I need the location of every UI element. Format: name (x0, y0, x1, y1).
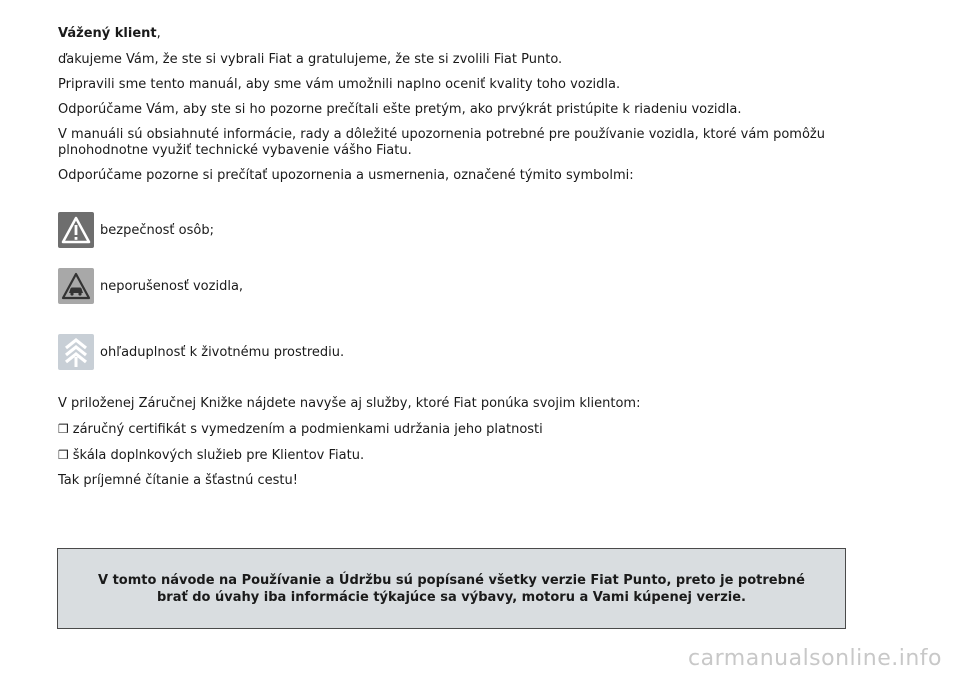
symbol-row-environment (58, 333, 344, 371)
greeting (58, 26, 858, 42)
notice-box (57, 548, 846, 629)
bullet-text-1: záručný certifikát s vymedzením a podmienkami udržania jeho platnosti (72, 422, 543, 437)
symbol-label-safety: bezpečnosť osôb; (100, 222, 214, 238)
greeting-bold: Vážený klient (58, 26, 157, 41)
bullet-item-2 (58, 447, 858, 464)
intro-paragraph-3: Odporúčame Vám, aby ste si ho pozorne prečítali ešte pretým, ako prvýkrát pristúpite k riadeniu vozidla. (58, 102, 742, 117)
bullet-item-1 (58, 421, 858, 438)
lower-section (58, 396, 858, 498)
checkbox-bullet-icon: ❒ (58, 448, 69, 462)
intro-paragraph-4: V manuáli sú obsiahnuté informácie, rady a dôležité upozornenia potrebné pre používanie vozidla, ktoré vám pomôžu plnohodnotne využiť technické vybavenie vášho Fiatu. (58, 127, 825, 158)
closing-line: Tak príjemné čítanie a šťastnú cestu! (58, 473, 298, 488)
warranty-intro: V priloženej Záručnej Knižke nájdete navyše aj služby, ktoré Fiat ponúka svojim klientom: (58, 396, 641, 411)
notice-text: V tomto návode na Používanie a Údržbu sú popísané všetky verzie Fiat Punto, preto je potrebné brať do úvahy iba informácie týkajúce sa výbavy, motoru a Vami kúpenej verzie. (98, 572, 805, 605)
symbol-label-vehicle: neporušenosť vozidla, (100, 278, 244, 294)
symbol-row-vehicle (58, 267, 243, 305)
bullet-text-2: škála doplnkových služieb pre Klientov Fiatu. (72, 448, 365, 463)
warning-triangle-icon (58, 212, 94, 248)
intro-paragraph-1: ďakujeme Vám, že ste si vybrali Fiat a gratulujeme, že ste si zvolili Fiat Punto. (58, 52, 563, 67)
intro-section (58, 26, 858, 193)
intro-paragraph-5: Odporúčame pozorne si prečítať upozornenia a usmernenia, označené týmito symbolmi: (58, 168, 634, 183)
watermark: carmanualsonline.info (688, 646, 942, 671)
car-warning-icon (58, 268, 94, 304)
symbol-label-environment: ohľaduplnosť k životnému prostrediu. (100, 344, 345, 360)
greeting-tail: , (156, 26, 161, 41)
intro-paragraph-2: Pripravili sme tento manuál, aby sme vám umožnili naplno oceniť kvality toho vozidla. (58, 77, 621, 92)
checkbox-bullet-icon: ❒ (58, 422, 69, 436)
symbol-row-safety (58, 211, 214, 249)
tree-environment-icon (58, 334, 94, 370)
